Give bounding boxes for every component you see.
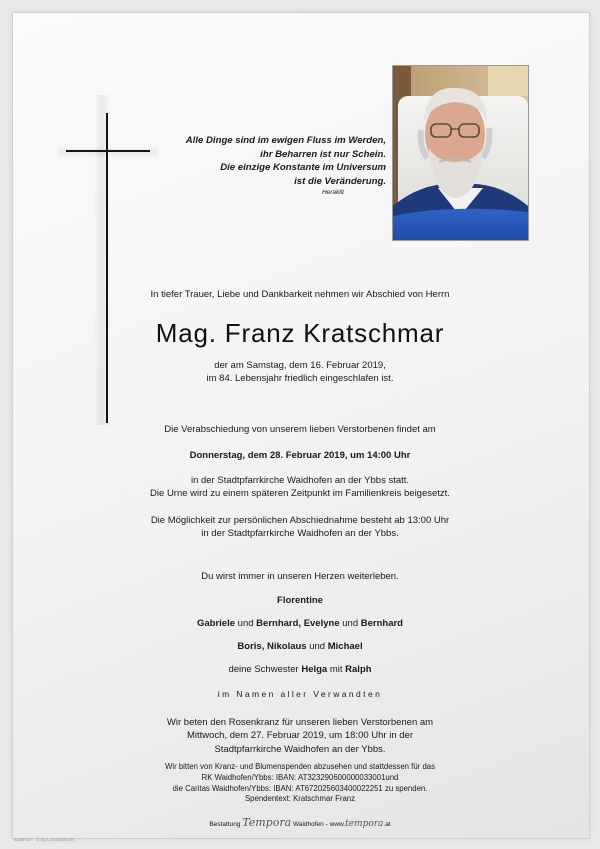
death-line: im 84. Lebensjahr friedlich eingeschlafen ist.: [206, 373, 394, 385]
farewell-intro: Die Verabschiedung von unserem lieben Verstorbenen findet am: [164, 424, 436, 435]
farewell-place: [60, 474, 540, 501]
donation-info: [60, 762, 540, 805]
farewell-date: Donnerstag, dem 28. Februar 2019, um 14:00 Uhr: [189, 450, 411, 461]
rosary-line: Stadtpfarrkirche Waidhofen an der Ybbs.: [214, 743, 386, 755]
memory-line: Du wirst immer in unseren Herzen weiterleben.: [201, 571, 399, 582]
rosary-line: Wir beten den Rosenkranz für unseren lieben Verstorbenen am: [166, 717, 434, 728]
family-name: Nikolaus: [266, 641, 307, 652]
family-florentine: Florentine: [277, 595, 323, 606]
family-name: Bernhard: [360, 618, 403, 629]
family-conj: und: [342, 618, 359, 629]
intro-text: In tiefer Trauer, Liebe und Dankbarkeit nehmen wir Abschied von Herrn: [150, 289, 450, 300]
rosary-line: Mittwoch, dem 27. Februar 2019, um 18:00 Uhr in der: [186, 730, 413, 742]
quote-author: Heraklit: [321, 189, 344, 197]
death-line: der am Samstag, dem 16. Februar 2019,: [214, 360, 386, 371]
footer-tld: .at: [383, 821, 391, 828]
viewing-line: Die Möglichkeit zur persönlichen Abschiednahme besteht ab 13:00 Uhr: [150, 515, 450, 526]
family-name: Bernhard: [256, 618, 299, 629]
document-code: 8348-10 · © by L.Sachchurk: [14, 838, 74, 843]
footer-brand2: tempora: [345, 819, 384, 829]
quote-line: Alle Dinge sind im ewigen Fluss im Werden,: [185, 135, 386, 146]
family-name: Michael: [327, 641, 363, 652]
undertaker-footer: [60, 816, 540, 831]
donation-line: Wir bitten von Kranz- und Blumenspenden abzusehen und stattdessen für das: [164, 762, 436, 771]
quote-line: ist die Veränderung.: [294, 175, 386, 187]
family-line-3: Boris, Nikolaus und Michael: [237, 641, 363, 652]
family-line-2: Gabriele und Bernhard, Evelyne und Bernhard: [197, 618, 403, 629]
viewing-info: [60, 514, 540, 541]
quote-block: [150, 134, 386, 198]
footer-prefix: Bestattung: [209, 821, 241, 828]
relatives-line: im Namen aller Verwandten: [217, 689, 383, 699]
family-conj: mit: [329, 664, 343, 675]
farewell-urn-line: Die Urne wird zu einem späteren Zeitpunkt im Familienkreis beigesetzt.: [150, 488, 450, 500]
family-conj: und: [237, 618, 254, 629]
quote-line: ihr Beharren ist nur Schein.: [260, 148, 386, 160]
cross-bar: [66, 150, 150, 152]
family-name: Evelyne: [303, 618, 340, 629]
quote-line: Die einzige Konstante im Universum: [220, 162, 386, 174]
family-name: Helga: [301, 664, 328, 675]
death-notice: [60, 359, 540, 386]
family-conj: und: [309, 641, 326, 652]
family-sister-label: deine Schwester: [228, 664, 299, 675]
deceased-name: Mag. Franz Kratschmar: [155, 318, 445, 348]
tempora-logo: Tempora: [242, 816, 292, 829]
cross-shadow-horizontal: [58, 146, 158, 158]
viewing-line: in der Stadtpfarrkirche Waidhofen an der Ybbs.: [201, 528, 399, 540]
donation-line: RK Waidhofen/Ybbs: IBAN: AT323290600000033001und: [201, 772, 399, 782]
rosary-info: [60, 716, 540, 756]
farewell-place-line: in der Stadtpfarrkirche Waidhofen an der Ybbs statt.: [190, 475, 410, 486]
donation-line: die Caritas Waidhofen/Ybbs: IBAN: AT672025603400022251 zu spenden.: [172, 783, 428, 793]
family-name: Gabriele: [197, 618, 236, 629]
family-line-4: [60, 663, 540, 676]
portrait-photo: [392, 65, 529, 241]
family-name: Ralph: [345, 664, 372, 675]
family-name: Boris: [237, 641, 262, 652]
footer-suffix: Waidhofen - www.: [292, 821, 346, 828]
donation-line: Spendentext: Kratschmar Franz: [244, 794, 356, 804]
